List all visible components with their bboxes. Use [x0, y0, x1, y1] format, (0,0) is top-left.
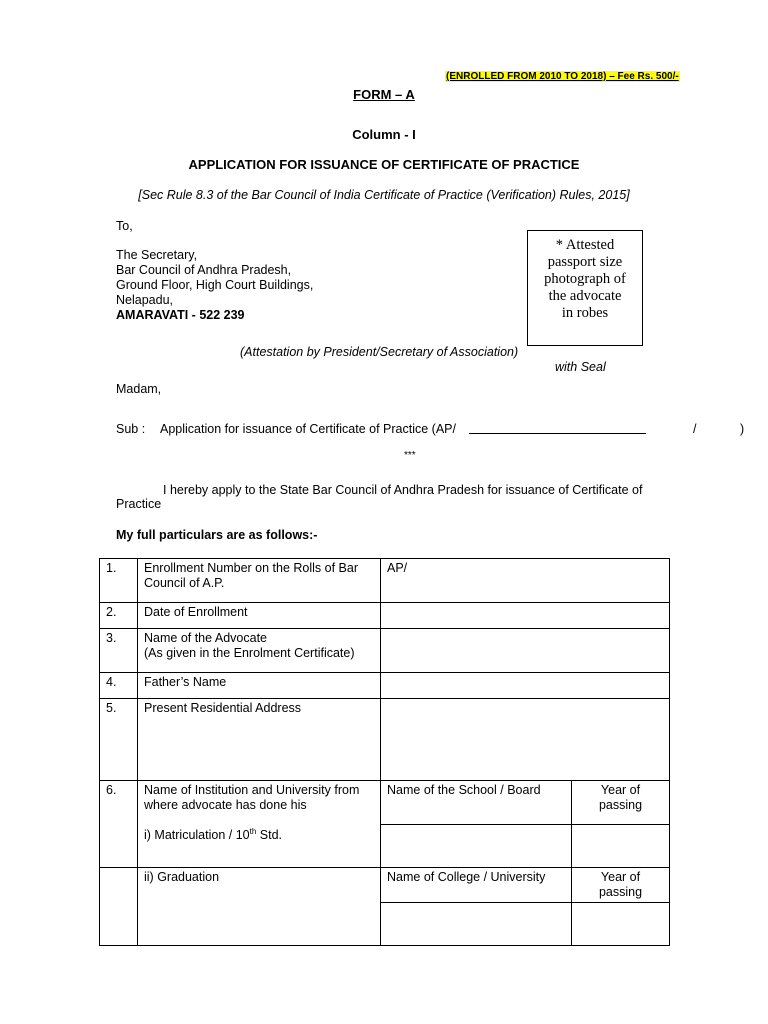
photo-box-line: * Attested — [555, 237, 615, 253]
row-label: ii) Graduation — [138, 868, 381, 946]
address-to: To, — [116, 219, 133, 233]
photo-box-line: passport size — [547, 254, 623, 270]
table-row — [100, 699, 670, 781]
table-row — [100, 629, 670, 673]
table-row — [100, 603, 670, 629]
salutation: Madam, — [116, 382, 162, 396]
row-number: 2. — [100, 603, 138, 629]
fee-note: (ENROLLED FROM 2010 TO 2018) – Fee Rs. 500/- — [446, 71, 679, 82]
matriculation-year-field[interactable] — [572, 825, 670, 868]
subject-text: Application for issuance of Certificate of Practice (AP/ — [160, 422, 456, 436]
subject-label: Sub : — [116, 422, 146, 436]
subject-close-paren: ) — [740, 422, 745, 436]
row-label-line: Name of Institution and University from where advocate has done his — [144, 783, 360, 812]
row-number: 4. — [100, 673, 138, 699]
college-university-field[interactable] — [381, 903, 572, 946]
row-label — [138, 629, 381, 673]
college-university-header: Name of College / University — [381, 868, 572, 903]
form-title: FORM – A — [353, 87, 415, 102]
enrollment-date-field[interactable] — [381, 603, 670, 629]
row-label-line: Name of the Advocate — [144, 631, 267, 645]
school-board-header: Name of the School / Board — [381, 781, 572, 825]
row-number: 5. — [100, 699, 138, 781]
row-number: 1. — [100, 559, 138, 603]
particulars-heading: My full particulars are as follows:- — [116, 528, 318, 542]
photo-placeholder-box — [527, 230, 643, 346]
seal-note: with Seal — [555, 360, 606, 374]
row-label: Father’s Name — [138, 673, 381, 699]
main-title: APPLICATION FOR ISSUANCE OF CERTIFICATE OF PRACTICE — [188, 157, 580, 172]
photo-box-line: photograph of — [544, 271, 626, 287]
row-number — [100, 868, 138, 946]
table-row — [100, 781, 670, 825]
application-paragraph-line2: Practice — [116, 497, 162, 511]
row-label-line: (As given in the Enrolment Certificate) — [144, 646, 355, 660]
row-label — [138, 781, 381, 868]
address-city: AMARAVATI - 522 239 — [116, 308, 245, 322]
subject-slash: / — [693, 422, 697, 436]
separator-stars: *** — [404, 450, 416, 461]
row-number: 6. — [100, 781, 138, 868]
row-number: 3. — [100, 629, 138, 673]
school-board-field[interactable] — [381, 825, 572, 868]
year-of-passing-header: Year of passing — [572, 868, 670, 903]
address-line: Bar Council of Andhra Pradesh, — [116, 263, 292, 277]
subject-blank-line — [469, 433, 646, 434]
column-label: Column - I — [352, 127, 416, 142]
table-row — [100, 559, 670, 603]
row-label: Present Residential Address — [138, 699, 381, 781]
address-line: Ground Floor, High Court Buildings, — [116, 278, 314, 292]
table-row — [100, 868, 670, 903]
row-label: Enrollment Number on the Rolls of Bar Council of A.P. — [138, 559, 381, 603]
graduation-year-field[interactable] — [572, 903, 670, 946]
table-row — [100, 673, 670, 699]
year-of-passing-header: Year of passing — [572, 781, 670, 825]
matriculation-label: i) Matriculation / 10th Std. — [144, 826, 282, 842]
residential-address-field[interactable] — [381, 699, 670, 781]
application-paragraph-line1: I hereby apply to the State Bar Council of Andhra Pradesh for issuance of Certificate of — [163, 483, 643, 497]
advocate-name-field[interactable] — [381, 629, 670, 673]
rule-reference: [Sec Rule 8.3 of the Bar Council of India Certificate of Practice (Verification) Rules, 2015] — [138, 188, 630, 202]
father-name-field[interactable] — [381, 673, 670, 699]
address-line: The Secretary, — [116, 248, 198, 262]
enrollment-number-field[interactable]: AP/ — [381, 559, 670, 603]
photo-box-line: the advocate — [548, 288, 622, 304]
address-line: Nelapadu, — [116, 293, 173, 307]
particulars-table — [99, 558, 670, 946]
photo-box-line: in robes — [561, 305, 609, 321]
attestation-note: (Attestation by President/Secretary of Association) — [240, 345, 519, 359]
row-label: Date of Enrollment — [138, 603, 381, 629]
